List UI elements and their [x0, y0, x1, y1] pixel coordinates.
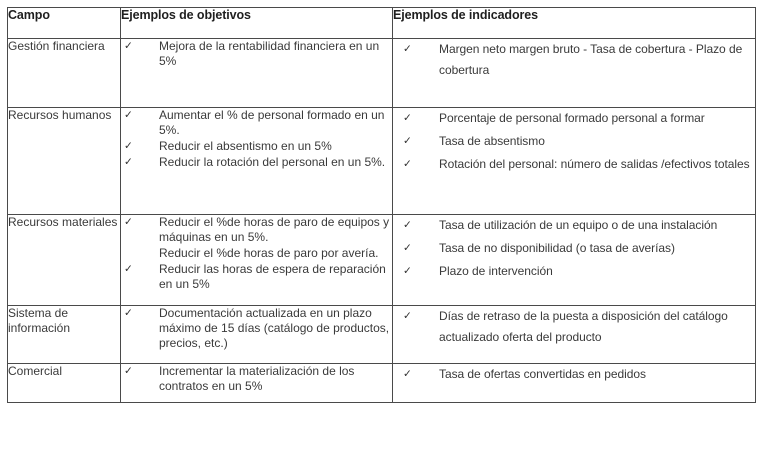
check-icon: ✓: [403, 135, 412, 147]
list-item: [399, 154, 755, 175]
check-icon: ✓: [403, 242, 412, 254]
list-item: [399, 238, 755, 259]
check-icon: ✓: [403, 43, 412, 55]
list-item-text: Tasa de ofertas convertidas en pedidos: [439, 367, 646, 381]
list-item: [399, 306, 755, 348]
cell-indicadores: [393, 108, 756, 215]
list-item-text: Reducir el %de horas de paro por avería.: [159, 246, 379, 260]
list-item: [121, 364, 392, 394]
list-item-text: Rotación del personal: número de salidas /efectivos totales: [439, 157, 750, 171]
list-item-text: Aumentar el % de personal formado en un 5%.: [159, 108, 385, 137]
list-item-text: Tasa de no disponibilidad (o tasa de averías): [439, 241, 675, 255]
check-icon: ✓: [403, 310, 412, 322]
cell-indicadores: [393, 364, 756, 403]
check-icon: ✓: [124, 40, 133, 52]
list-item-text: Margen neto margen bruto - Tasa de cobertura - Plazo de cobertura: [439, 42, 743, 77]
column-header-indicadores: Ejemplos de indicadores: [393, 8, 756, 39]
objectives-list: [121, 215, 392, 292]
cell-objetivos: [121, 306, 393, 364]
cell-campo: [8, 215, 121, 306]
check-icon: ✓: [124, 216, 133, 228]
list-item: [121, 262, 392, 292]
cell-objetivos: [121, 108, 393, 215]
check-icon: ✓: [124, 109, 133, 121]
cell-campo: [8, 306, 121, 364]
objectives-indicators-table: [7, 7, 756, 403]
list-item-text: Mejora de la rentabilidad financiera en un 5%: [159, 39, 380, 68]
list-item-text: Plazo de intervención: [439, 264, 553, 278]
list-item: [121, 39, 392, 69]
column-header-objetivos: Ejemplos de objetivos: [121, 8, 393, 39]
list-item-text: Porcentaje de personal formado personal a formar: [439, 111, 705, 125]
list-item: [399, 39, 755, 81]
cell-objetivos: [121, 39, 393, 108]
check-icon: ✓: [403, 368, 412, 380]
table-body: [8, 39, 756, 403]
table-header: [8, 8, 756, 39]
list-item: [121, 155, 392, 170]
list-item: [399, 215, 755, 236]
cell-campo: [8, 39, 121, 108]
cell-campo: [8, 108, 121, 215]
field-label: Recursos humanos: [8, 108, 112, 122]
list-item-text: Incrementar la materialización de los contratos en un 5%: [159, 364, 355, 393]
list-item-text: Reducir el %de horas de paro de equipos y máquinas en un 5%.: [159, 215, 390, 244]
check-icon: ✓: [124, 307, 133, 319]
cell-objetivos: [121, 364, 393, 403]
list-item-continuation: [121, 246, 392, 261]
list-item-text: Días de retraso de la puesta a disposición del catálogo actualizado oferta del producto: [439, 309, 728, 344]
table-row: [8, 39, 756, 108]
cell-indicadores: [393, 215, 756, 306]
indicators-list: [399, 364, 755, 385]
list-item-text: Tasa de absentismo: [439, 134, 545, 148]
table-row: [8, 306, 756, 364]
list-item-text: Reducir las horas de espera de reparación en un 5%: [159, 262, 386, 291]
table-header-row: [8, 8, 756, 39]
field-label: Comercial: [8, 364, 63, 378]
check-icon: ✓: [124, 140, 133, 152]
table-row: [8, 364, 756, 403]
column-header-campo: Campo: [8, 8, 121, 39]
list-item-text: Documentación actualizada en un plazo máximo de 15 días (catálogo de productos, precios, etc.): [159, 306, 390, 350]
cell-indicadores: [393, 306, 756, 364]
list-item: [121, 306, 392, 351]
check-icon: ✓: [403, 219, 412, 231]
table-row: [8, 108, 756, 215]
check-icon: ✓: [124, 365, 133, 377]
list-item-text: Reducir la rotación del personal en un 5%.: [159, 155, 386, 169]
list-item: [399, 364, 755, 385]
indicators-list: [399, 306, 755, 348]
indicators-list: [399, 108, 755, 175]
list-item: [399, 108, 755, 129]
field-label: Sistema de información: [8, 306, 71, 335]
table-row: [8, 215, 756, 306]
field-label: Gestión financiera: [8, 39, 105, 53]
list-item: [399, 261, 755, 282]
list-item: [121, 108, 392, 138]
objectives-list: [121, 108, 392, 170]
check-icon: ✓: [124, 263, 133, 275]
cell-objetivos: [121, 215, 393, 306]
list-item-text: Reducir el absentismo en un 5%: [159, 139, 332, 153]
objectives-list: [121, 364, 392, 394]
list-item: [121, 215, 392, 245]
indicators-list: [399, 215, 755, 282]
list-item: [121, 139, 392, 154]
indicators-list: [399, 39, 755, 81]
objectives-list: [121, 306, 392, 351]
cell-indicadores: [393, 39, 756, 108]
check-icon: ✓: [124, 156, 133, 168]
check-icon: ✓: [403, 112, 412, 124]
cell-campo: [8, 364, 121, 403]
list-item-text: Tasa de utilización de un equipo o de una instalación: [439, 218, 718, 232]
list-item: [399, 131, 755, 152]
check-icon: ✓: [403, 158, 412, 170]
objectives-list: [121, 39, 392, 69]
field-label: Recursos materiales: [8, 215, 118, 229]
check-icon: ✓: [403, 265, 412, 277]
